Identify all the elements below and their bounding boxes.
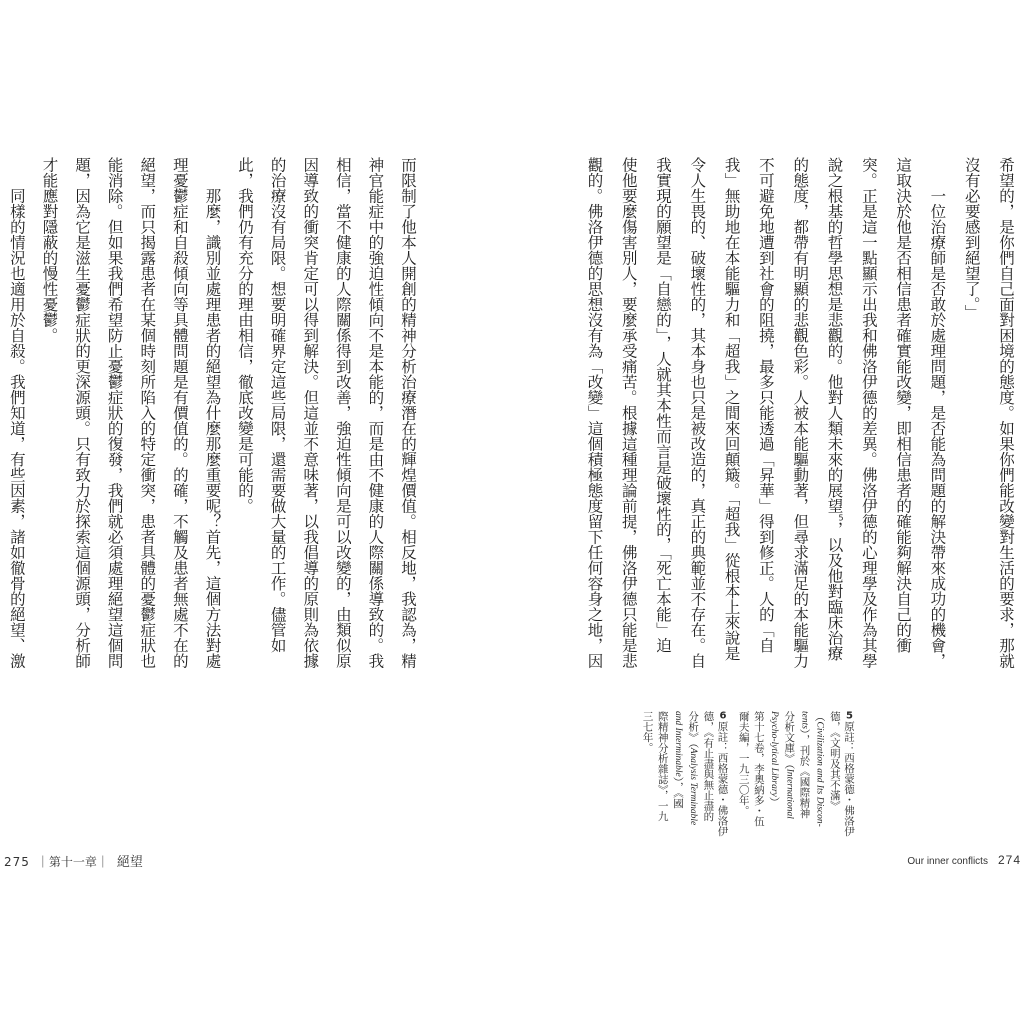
footnote-line [766, 711, 781, 861]
text-run: 說之根基的哲學思想是悲觀的。他對人類未來的展望 [825, 157, 844, 514]
text-column: 題，因為它是滋生憂鬱症狀的更深源頭。只有致力於探索這個源頭，分析師 [73, 157, 92, 669]
footnote-text: ），刊於《國際精神 [798, 728, 811, 819]
text-column: 突。正是這一點顯示出我和佛洛伊德的差異。佛洛伊德的心理學及作為其學 [859, 157, 878, 669]
footnote-latin-title: and Interminable [672, 711, 683, 777]
text-column: 才能應對隱蔽的慢性憂鬱。 [40, 157, 59, 343]
chapter-label: ｜第十一章｜ [36, 855, 109, 869]
footnote-line [796, 711, 811, 861]
text-column: 同樣的情況也適用於自殺。我們知道，有些因素，諸如徹骨的絕望、激 [7, 188, 26, 669]
text-column: 絕望，而只揭露患者在某個時刻所陷入的特定衝突，患者具體的憂鬱症狀也 [138, 157, 157, 669]
footnote-latin-title: Civilization and Its Discon- [814, 721, 825, 827]
footnote-latin-title: Analysis Terminable [688, 747, 699, 826]
footnote-line [827, 711, 842, 861]
chapter-title: 絕望 [116, 855, 143, 870]
page-number: 274 [997, 853, 1021, 867]
footnote-text: 德，《有止盡與無止盡的 [702, 711, 715, 822]
footnote-line [751, 711, 766, 861]
left-page-footer [4, 851, 143, 870]
footnote-6 [639, 711, 730, 861]
text-column: 的態度，都帶有明顯的悲觀色彩。人被本能驅動著，但尋求滿足的本能驅力 [791, 157, 810, 669]
footnote-latin-title: International [784, 768, 795, 819]
footnote-text: 際精神分析雜誌》，一九 [656, 711, 669, 822]
text-column: 希望的，是你們自己面對困境的態度。如果你們能改變對生活的要求，那就 [997, 157, 1015, 669]
text-column: 相信，當不健康的人際關係得到改善，強迫性傾向是可以改變的，由類似原 [333, 157, 352, 669]
footnote-line [842, 711, 857, 861]
footnotes [639, 711, 857, 861]
text-column [817, 157, 851, 677]
footnote-line [639, 711, 654, 861]
footnote-latin-title: tents [799, 711, 810, 729]
footnote-line [655, 711, 670, 861]
left-page-body [0, 157, 424, 677]
footnote-text: （ [813, 711, 826, 722]
footnote-text: 三七年。 [641, 711, 654, 753]
text-run: ，以及他對臨床治療 [825, 521, 844, 661]
right-page-body [577, 157, 1023, 677]
right-page-footer [907, 851, 1021, 869]
footnote-text: 爾夫編，一九三〇年。 [737, 711, 750, 816]
footnote-line [685, 711, 700, 861]
text-column: 因導致的衝突肯定可以得到解決。但這並不意味著，以我倡導的原則為依據 [301, 157, 320, 669]
footnote-text: 原註：西格蒙德・佛洛伊 [716, 721, 729, 837]
footnote-marker: 6 [719, 711, 727, 721]
text-column: 觀的。佛洛伊德的思想沒有為「改變」這個積極態度留下任何容身之地，因 [585, 157, 604, 669]
footnote-text: ） [768, 796, 781, 808]
text-column: 沒有必要感到絕望了。」 [962, 157, 981, 320]
footnote-line [781, 711, 796, 861]
footnote-latin-title: Psycho-lytical Library [769, 711, 780, 797]
page-number: 275 [4, 855, 30, 869]
footnote-text: 第十七卷，李奧納多・伍 [752, 711, 765, 827]
text-column: 而限制了他本人開創的精神分析治療潛在的輝煌價值。相反地，我認為，精 [399, 157, 417, 669]
footnote-marker: 5 [846, 711, 853, 721]
footnote-line [811, 711, 826, 861]
text-column: 令人生畏的、破壞性的，其本身也只是被改造的，真正的典範並不存在。自 [688, 157, 707, 669]
footnote-reference: 5 [838, 513, 844, 522]
text-column: 理憂鬱症和自殺傾向等具體問題是有價值的。的確，不觸及患者無處不在的 [170, 157, 189, 669]
text-column: 神官能症中的強迫性傾向不是本能的，而是由不健康的人際關係導致的。我 [366, 157, 385, 669]
footnote-line [715, 711, 730, 861]
text-column: 不可避免地遭到社會的阻撓，最多只能透過「昇華」得到修正。人的「自 [756, 157, 775, 653]
text-column: 我」無助地在本能驅力和「超我」之間來回顛簸。「超我」從根本上來說是 [722, 157, 741, 661]
running-head: Our inner conflicts [907, 856, 988, 867]
text-column: 我實現的願望是「自戀的」，人就其本性而言是破壞性的，「死亡本能」迫 [654, 157, 673, 653]
footnote-5 [736, 711, 858, 861]
footnote-text: 德，《文明及其不滿》 [828, 711, 841, 811]
text-column: 那麼，識別並處理患者的絕望為什麼那麼重要呢？首先，這個方法對處 [203, 188, 222, 669]
footnote-text: ），《國 [671, 776, 684, 809]
footnote-line [700, 711, 715, 861]
text-column: 能消除。但如果我們希望防止憂鬱症狀的復發，我們就必須處理絕望這個問 [105, 157, 124, 669]
text-column: 此，我們仍有充分的理由相信，徹底改變是可能的。 [236, 157, 255, 514]
footnote-text: 原註：西格蒙德・佛洛伊 [843, 721, 855, 837]
footnote-text: 分析文庫》（ [783, 711, 796, 769]
text-column: 的治療沒有局限。想要明確界定這些局限，還需要做大量的工作。儘管如 [268, 157, 287, 653]
text-column: 使他要麼傷害別人，要麼承受痛苦。根據這種理論前提，佛洛伊德只能是悲 [619, 157, 638, 669]
text-column: 這取決於他是否相信患者確實能改變，即相信患者的確能夠解決自己的衝 [894, 157, 913, 653]
text-column: 一位治療師是否敢於處理問題，是否能為問題的解決帶來成功的機會， [928, 188, 947, 669]
footnote-line [736, 711, 751, 861]
footnote-text: 分析》（ [687, 711, 700, 748]
footnote-line [670, 711, 685, 861]
